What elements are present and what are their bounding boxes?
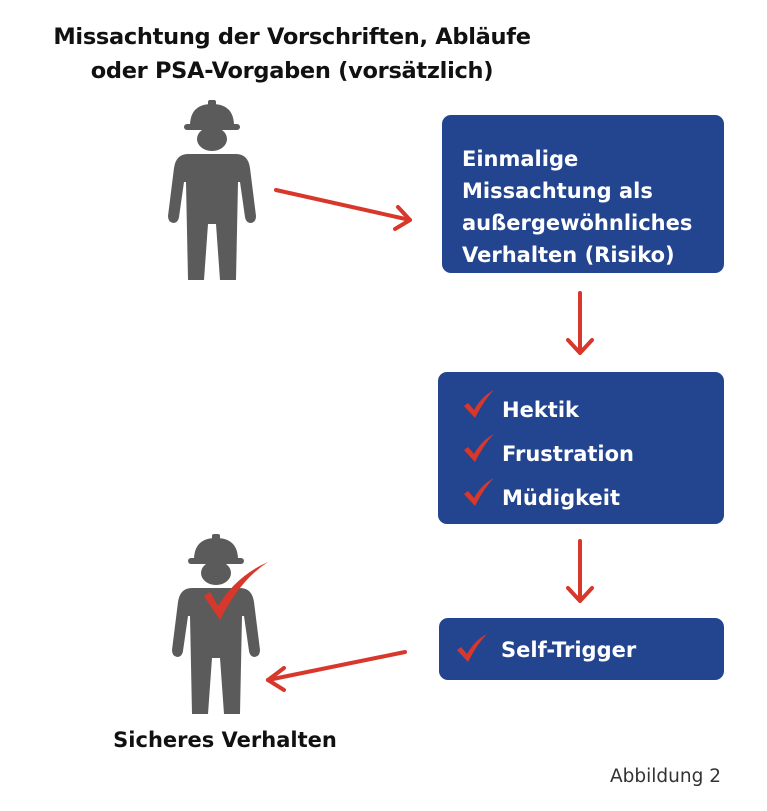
factor-hektik: Hektik [502, 398, 579, 422]
risk-box-line-3: außergewöhnliches [462, 211, 693, 235]
title-line-2: oder PSA-Vorgaben (vorsätzlich) [90, 58, 494, 84]
factor-muedigkeit: Müdigkeit [502, 486, 620, 510]
figure-caption: Abbildung 2 [610, 766, 722, 787]
worker-figure-bottom-icon [160, 522, 270, 722]
risk-box-line-2: Missachtung als [462, 179, 653, 203]
factor-frustration: Frustration [502, 442, 634, 466]
title-line-1: Missachtung der Vorschriften, Abläufe [53, 24, 531, 50]
safe-behavior-label: Sicheres Verhalten [113, 728, 337, 752]
risk-box-line-1: Einmalige [462, 147, 579, 171]
self-trigger-label: Self-Trigger [501, 638, 637, 662]
risk-box-line-4: Verhalten (Risiko) [462, 243, 675, 267]
